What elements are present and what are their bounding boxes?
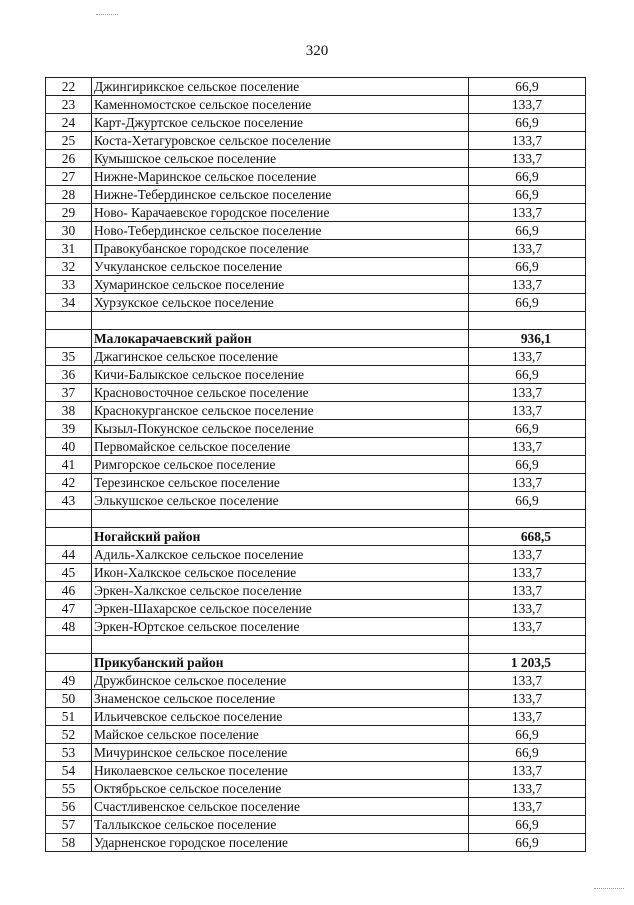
spacer-row xyxy=(46,312,586,330)
row-name: Коста-Хетагуровское сельское поселение xyxy=(92,132,469,150)
row-number: 52 xyxy=(46,726,92,744)
row-name: Каменномостское сельское поселение xyxy=(92,96,469,114)
row-value: 133,7 xyxy=(469,672,586,690)
row-value: 66,9 xyxy=(469,186,586,204)
row-value: 66,9 xyxy=(469,168,586,186)
table-body xyxy=(46,78,586,852)
row-number: 39 xyxy=(46,420,92,438)
row-number: 37 xyxy=(46,384,92,402)
row-number: 23 xyxy=(46,96,92,114)
row-name: Нижне-Тебердинское сельское поселение xyxy=(92,186,469,204)
row-name: Ново- Карачаевское городское поселение xyxy=(92,204,469,222)
row-number: 27 xyxy=(46,168,92,186)
row-value: 133,7 xyxy=(469,132,586,150)
table-row xyxy=(46,780,586,798)
table-row xyxy=(46,78,586,96)
row-value xyxy=(469,510,586,528)
row-value: 66,9 xyxy=(469,294,586,312)
table-row xyxy=(46,834,586,852)
row-value: 133,7 xyxy=(469,582,586,600)
row-number: 51 xyxy=(46,708,92,726)
page-number: 320 xyxy=(305,43,329,59)
row-name: Счастливенское сельское поселение xyxy=(92,798,469,816)
table-row xyxy=(46,132,586,150)
row-number xyxy=(46,528,92,546)
row-name: Карт-Джуртское сельское поселение xyxy=(92,114,469,132)
row-number: 41 xyxy=(46,456,92,474)
scan-artifact-top xyxy=(96,14,118,16)
table-row xyxy=(46,114,586,132)
row-value xyxy=(469,312,586,330)
row-number: 57 xyxy=(46,816,92,834)
row-value: 133,7 xyxy=(469,690,586,708)
row-value: 66,9 xyxy=(469,366,586,384)
table-row xyxy=(46,798,586,816)
table-row xyxy=(46,294,586,312)
spacer-row xyxy=(46,636,586,654)
row-value: 66,9 xyxy=(469,78,586,96)
table-row xyxy=(46,546,586,564)
row-name: Первомайское сельское поселение xyxy=(92,438,469,456)
table-row xyxy=(46,366,586,384)
table-row xyxy=(46,600,586,618)
row-name: Адиль-Халкское сельское поселение xyxy=(92,546,469,564)
row-number: 24 xyxy=(46,114,92,132)
row-name: Прикубанский район xyxy=(92,654,469,672)
table-row xyxy=(46,258,586,276)
row-name: Ильичевское сельское поселение xyxy=(92,708,469,726)
row-name: Эркен-Шахарское сельское поселение xyxy=(92,600,469,618)
district-row xyxy=(46,528,586,546)
row-value: 133,7 xyxy=(469,438,586,456)
row-number xyxy=(46,510,92,528)
row-value: 133,7 xyxy=(469,150,586,168)
row-number: 54 xyxy=(46,762,92,780)
row-name: Эркен-Юртское сельское поселение xyxy=(92,618,469,636)
row-number: 30 xyxy=(46,222,92,240)
row-number xyxy=(46,330,92,348)
row-value: 133,7 xyxy=(469,564,586,582)
row-value: 133,7 xyxy=(469,708,586,726)
row-number: 42 xyxy=(46,474,92,492)
row-number: 45 xyxy=(46,564,92,582)
row-name: Хумаринское сельское поселение xyxy=(92,276,469,294)
row-number: 25 xyxy=(46,132,92,150)
row-name: Ново-Тебердинское сельское поселение xyxy=(92,222,469,240)
row-number: 32 xyxy=(46,258,92,276)
row-number: 34 xyxy=(46,294,92,312)
row-value: 66,9 xyxy=(469,492,586,510)
row-number: 55 xyxy=(46,780,92,798)
row-value: 133,7 xyxy=(469,276,586,294)
table-row xyxy=(46,762,586,780)
table-row xyxy=(46,744,586,762)
row-value: 66,9 xyxy=(469,114,586,132)
table-row xyxy=(46,438,586,456)
row-value: 133,7 xyxy=(469,204,586,222)
row-name: Кичи-Балыкское сельское поселение xyxy=(92,366,469,384)
row-number: 40 xyxy=(46,438,92,456)
table-row xyxy=(46,672,586,690)
row-value: 66,9 xyxy=(469,726,586,744)
row-number: 38 xyxy=(46,402,92,420)
row-name xyxy=(92,636,469,654)
row-number: 31 xyxy=(46,240,92,258)
row-value: 133,7 xyxy=(469,402,586,420)
row-name xyxy=(92,510,469,528)
row-value: 133,7 xyxy=(469,474,586,492)
row-name: Николаевское сельское поселение xyxy=(92,762,469,780)
row-number: 49 xyxy=(46,672,92,690)
row-value: 66,9 xyxy=(469,258,586,276)
table-row xyxy=(46,726,586,744)
table-row xyxy=(46,402,586,420)
table-row xyxy=(46,222,586,240)
scan-artifact-bottom xyxy=(594,888,624,890)
row-number: 53 xyxy=(46,744,92,762)
row-value: 668,5 xyxy=(469,528,586,546)
row-value: 133,7 xyxy=(469,348,586,366)
table-row xyxy=(46,582,586,600)
row-name: Красновосточное сельское поселение xyxy=(92,384,469,402)
row-name: Октябрьское сельское поселение xyxy=(92,780,469,798)
row-value: 133,7 xyxy=(469,600,586,618)
row-name: Икон-Халкское сельское поселение xyxy=(92,564,469,582)
row-number: 26 xyxy=(46,150,92,168)
table-row xyxy=(46,186,586,204)
row-name: Кумышское сельское поселение xyxy=(92,150,469,168)
table-row xyxy=(46,456,586,474)
table-row xyxy=(46,96,586,114)
row-number: 22 xyxy=(46,78,92,96)
row-name: Правокубанское городское поселение xyxy=(92,240,469,258)
table-row xyxy=(46,690,586,708)
row-value: 133,7 xyxy=(469,384,586,402)
table-row xyxy=(46,816,586,834)
table-row xyxy=(46,276,586,294)
row-number: 33 xyxy=(46,276,92,294)
district-row xyxy=(46,654,586,672)
row-number: 50 xyxy=(46,690,92,708)
row-name: Мичуринское сельское поселение xyxy=(92,744,469,762)
row-number: 43 xyxy=(46,492,92,510)
row-name: Знаменское сельское поселение xyxy=(92,690,469,708)
row-name: Джагинское сельское поселение xyxy=(92,348,469,366)
row-name: Джингирикское сельское поселение xyxy=(92,78,469,96)
row-value: 133,7 xyxy=(469,240,586,258)
table-row xyxy=(46,474,586,492)
row-name: Малокарачаевский район xyxy=(92,330,469,348)
row-number: 58 xyxy=(46,834,92,852)
table-row xyxy=(46,150,586,168)
table-row xyxy=(46,564,586,582)
row-number: 35 xyxy=(46,348,92,366)
table-row xyxy=(46,492,586,510)
row-number xyxy=(46,636,92,654)
table-row xyxy=(46,708,586,726)
table-row xyxy=(46,420,586,438)
row-value: 133,7 xyxy=(469,762,586,780)
settlement-table xyxy=(45,77,586,852)
row-value: 1 203,5 xyxy=(469,654,586,672)
row-name: Майское сельское поселение xyxy=(92,726,469,744)
row-value: 133,7 xyxy=(469,546,586,564)
row-name: Терезинское сельское поселение xyxy=(92,474,469,492)
row-name: Хурзукское сельское поселение xyxy=(92,294,469,312)
district-row xyxy=(46,330,586,348)
row-value: 66,9 xyxy=(469,816,586,834)
row-name: Нижне-Маринское сельское поселение xyxy=(92,168,469,186)
table-row xyxy=(46,348,586,366)
row-name: Ногайский район xyxy=(92,528,469,546)
row-name: Учкуланское сельское поселение xyxy=(92,258,469,276)
row-value: 66,9 xyxy=(469,420,586,438)
row-name: Римгорское сельское поселение xyxy=(92,456,469,474)
spacer-row xyxy=(46,510,586,528)
row-number: 56 xyxy=(46,798,92,816)
row-number: 46 xyxy=(46,582,92,600)
row-number: 44 xyxy=(46,546,92,564)
row-name: Элькушское сельское поселение xyxy=(92,492,469,510)
row-value: 66,9 xyxy=(469,834,586,852)
row-value xyxy=(469,636,586,654)
row-number: 36 xyxy=(46,366,92,384)
row-number: 48 xyxy=(46,618,92,636)
row-value: 66,9 xyxy=(469,222,586,240)
row-value: 66,9 xyxy=(469,744,586,762)
row-value: 133,7 xyxy=(469,798,586,816)
row-number xyxy=(46,654,92,672)
row-value: 133,7 xyxy=(469,780,586,798)
row-name: Дружбинское сельское поселение xyxy=(92,672,469,690)
row-value: 66,9 xyxy=(469,456,586,474)
table-row xyxy=(46,240,586,258)
row-name: Краснокурганское сельское поселение xyxy=(92,402,469,420)
table-row xyxy=(46,384,586,402)
table-row xyxy=(46,204,586,222)
row-number: 29 xyxy=(46,204,92,222)
row-name: Кызыл-Покунское сельское поселение xyxy=(92,420,469,438)
row-value: 936,1 xyxy=(469,330,586,348)
row-number xyxy=(46,312,92,330)
row-name: Эркен-Халкское сельское поселение xyxy=(92,582,469,600)
row-value: 133,7 xyxy=(469,618,586,636)
row-name xyxy=(92,312,469,330)
row-number: 47 xyxy=(46,600,92,618)
table-row xyxy=(46,168,586,186)
row-number: 28 xyxy=(46,186,92,204)
row-name: Таллыкское сельское поселение xyxy=(92,816,469,834)
row-value: 133,7 xyxy=(469,96,586,114)
row-name: Ударненское городское поселение xyxy=(92,834,469,852)
table-row xyxy=(46,618,586,636)
